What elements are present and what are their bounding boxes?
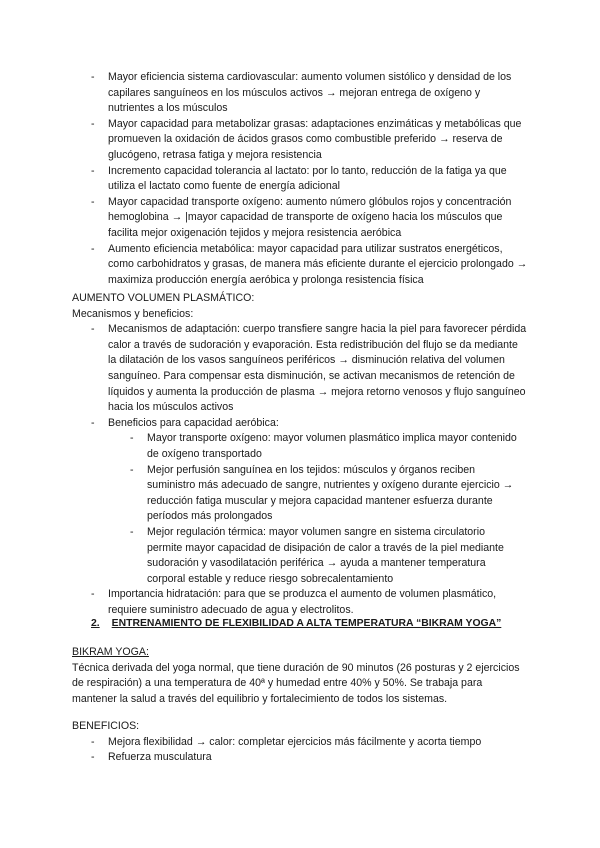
list-item-text: Importancia hidratación: para que se produzca el aumento de volumen plasmático, requiere suministro adecuado de agua y electrolitos. [108, 588, 497, 616]
bullet-dash: - [91, 588, 95, 601]
list-item [0, 587, 600, 618]
list-item-text: Mejora flexibilidad → calor: completar ejercicios más fácilmente y acorta tiempo [108, 735, 482, 748]
bullet-dash: - [91, 242, 95, 255]
bullet-dash: - [91, 751, 95, 764]
benefits-title: BENEFICIOS: [72, 720, 140, 732]
sub-list-item [0, 431, 600, 462]
bullet-dash: - [91, 416, 95, 429]
benefits-section [0, 719, 600, 766]
list-item [0, 242, 600, 289]
bikram-title: BIKRAM YOGA: [72, 646, 149, 658]
list-item [0, 164, 600, 195]
bikram-paragraph: Técnica derivada del yoga normal, que tiene duración de 90 minutos (26 posturas y 2 ejercicios de respiración) a una temperatura de 40ª y humedad entre 40% y 50%. Se trabaja para mantener la salud a través del equilibrio y fortalecimiento de todos los sistemas. [72, 661, 520, 705]
bullet-dash: - [91, 117, 95, 130]
list-item [0, 735, 600, 751]
list-item-text: Aumento eficiencia metabólica: mayor capacidad para utilizar sustratos energéticos, como carbohidratos y grasas, de manera más eficiente durante el ejercicio prolongado → maximiza producción energía aeróbica y prolonga resistencia física [108, 242, 528, 286]
list-item-text: Mecanismos de adaptación: cuerpo transfiere sangre hacia la piel para favorecer pérdida calor a través de sudoración y evaporación. Esta redistribución del flujo se da mediante la dilatación de los vasos sanguíneos periféricos → disminución relativa del volumen sanguíneo. Para compensar esta disminución, se activan mecanismos de retención de líquidos y aumenta la producción de plasma → mejora retorno venosos y flujo sanguíneo hacia los músculos activos [108, 323, 527, 414]
list-item [0, 750, 600, 766]
list-item [0, 322, 600, 416]
list-item-text: Mayor eficiencia sistema cardiovascular: aumento volumen sistólico y densidad de los capilares sanguíneos en los músculos activos → mejoran entrega de oxígeno y nutrientes a los músculos [108, 71, 512, 115]
list-item-text: Mayor capacidad para metabolizar grasas: adaptaciones enzimáticas y metabólicas que promueven la oxidación de ácidos grasos como combustible preferido → reserva de glucógeno, retrasa fatiga y mejora resistencia [108, 117, 522, 161]
bullet-dash: - [130, 432, 134, 445]
list-item-text: Mayor capacidad transporte oxígeno: aumento número glóbulos rojos y concentración hemoglobina → |mayor capacidad de transporte de oxígeno hacia los músculos que facilita mejor oxigenación tejidos y mejora resistencia aeróbica [108, 195, 512, 239]
adaptations-list [0, 70, 600, 288]
list-item-text: Refuerza musculatura [108, 751, 212, 764]
list-item [0, 195, 600, 242]
list-item-text: Mayor transporte oxígeno: mayor volumen plasmático implica mayor contenido de oxígeno transportado [147, 432, 517, 460]
bullet-dash: - [91, 323, 95, 336]
bullet-dash: - [91, 735, 95, 748]
list-item [0, 416, 600, 432]
sub-list-item [0, 525, 600, 587]
bullet-dash: - [91, 195, 95, 208]
section-subtitle: Mecanismos y beneficios: [72, 307, 194, 320]
bullet-dash: - [91, 71, 95, 83]
list-item-text: Beneficios para capacidad aeróbica: [108, 416, 279, 429]
section-title: AUMENTO VOLUMEN PLASMÁTICO: [72, 292, 255, 304]
bullet-dash: - [91, 164, 95, 177]
section-title: ENTRENAMIENTO DE FLEXIBILIDAD A ALTA TEMPERATURA “BIKRAM YOGA” [111, 618, 502, 629]
list-item [0, 117, 600, 164]
list-item-text: Mejor perfusión sanguínea en los tejidos: músculos y órganos reciben suministro más adecuado de sangre, nutrientes y oxígeno durante ejercicio → reducción fatiga muscular y mejora capacidad mantener esfuerza durante períodos más prolongados [147, 463, 514, 523]
bullet-dash: - [130, 463, 134, 476]
bikram-section [0, 645, 600, 707]
list-item [0, 70, 600, 117]
section-2-heading [91, 616, 501, 632]
plasma-volume-section [0, 291, 600, 618]
sub-list-item [0, 463, 600, 525]
list-item-text: Incremento capacidad tolerancia al lactato: por lo tanto, reducción de la fatiga ya que utiliza el lactato como fuente de energía adicional [108, 164, 507, 193]
bullet-dash: - [130, 525, 134, 538]
list-item-text: Mejor regulación térmica: mayor volumen sangre en sistema circulatorio permite mayor capacidad de disipación de calor a través de la piel mediante sudoración y vasodilatación periférica → ayuda a mantener temperatura corporal estable y reduce riesgo sobrecalentamiento [147, 525, 504, 585]
section-number: 2. [91, 618, 100, 629]
